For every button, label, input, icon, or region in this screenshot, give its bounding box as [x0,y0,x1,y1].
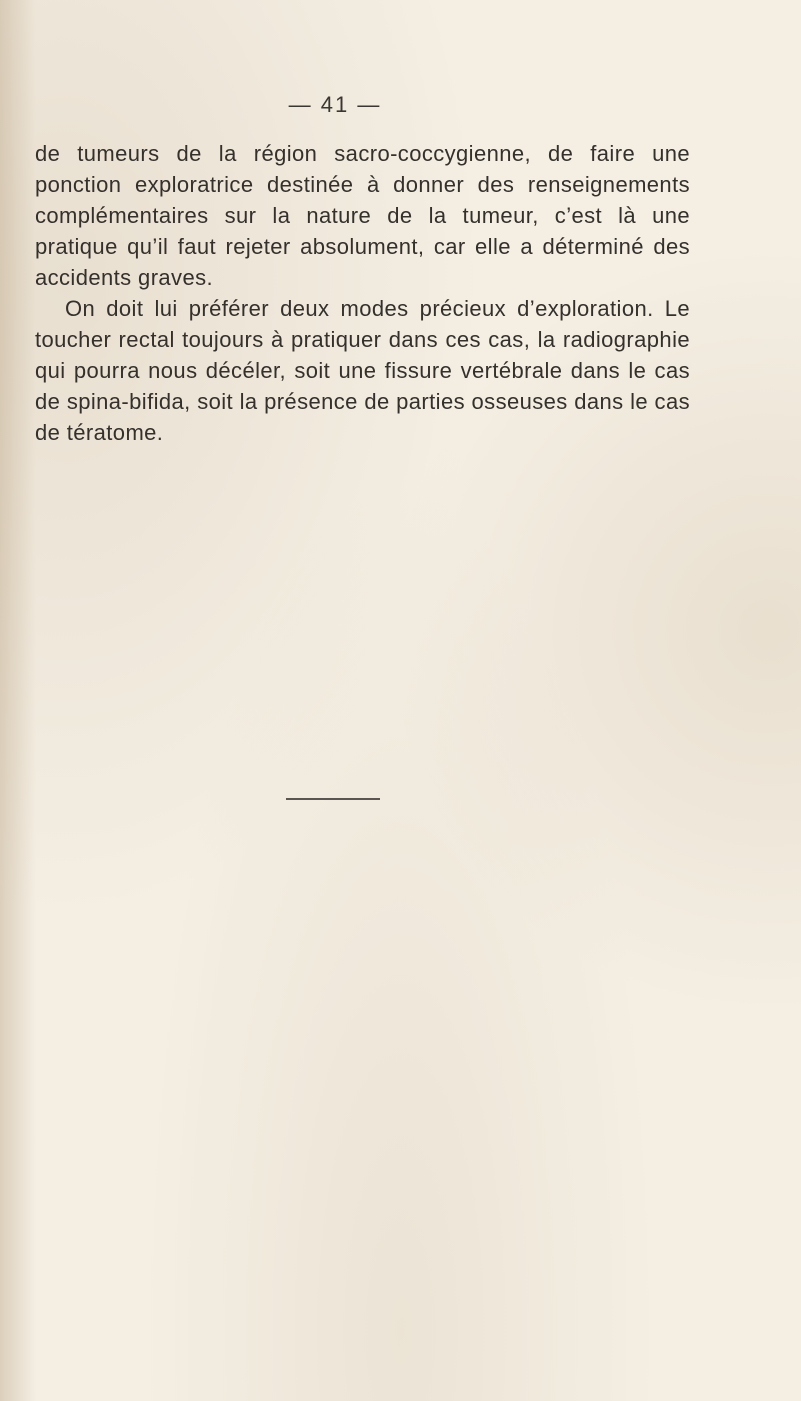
paragraph-1: de tumeurs de la région sacro-coccygienne, de faire une ponction exploratrice destinée à donner des renseignements complémentaires sur la nature de la tumeur, c’est là une pratique qu’il faut rejeter absolument, car elle a déterminé des accidents graves. [35,141,690,290]
body-text [35,138,690,448]
page-number: — 41 — [288,92,382,117]
section-divider [286,798,380,800]
paragraph-2: On doit lui préférer deux modes précieux d’exploration. Le toucher rectal toujours à pratiquer dans ces cas, la radiographie qui pourra nous décéler, soit une fissure vertébrale dans le cas de spina-bifida, soit la présence de parties osseuses dans le cas de tératome. [35,296,690,445]
